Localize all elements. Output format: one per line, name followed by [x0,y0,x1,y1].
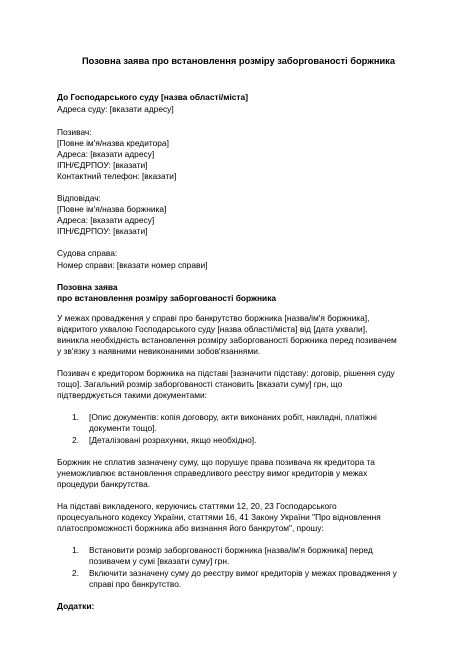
attachments-label: Додатки: [57,601,95,611]
case-number: Номер справи: [вказати номер справи] [57,260,208,270]
plaintiff-address: Адреса: [вказати адресу] [57,149,155,159]
list-item [72,568,432,592]
claim-heading-2: про встановлення розміру заборгованості боржника [57,293,277,303]
list-item-line: позивачем у сумі [вказати суму] грн. [89,556,230,566]
list-item-line: [Опис документів: копія договору, акти виконаних робіт, накладні, платіжні [89,412,377,422]
defendant-name: [Повне ім'я/назва боржника] [57,204,167,214]
list-item [72,435,432,447]
case-label: Судова справа: [57,248,118,258]
plaintiff-code: ІПН/ЄДРПОУ: [вказати] [57,160,148,170]
paragraph-line: тощо]. Загальний розмір заборгованості становить [вказати суму] грн, що [57,379,343,389]
defendant-label: Відповідач: [57,193,101,203]
list-item [72,412,432,436]
defendant-code: ІПН/ЄДРПОУ: [вказати] [57,226,148,236]
paragraph-line: На підставі викладеного, керуючись статтями 12, 20, 23 Господарського [57,501,337,511]
paragraph-line: відкритого ухвалою Господарського суду [назва області/міста] від [дата ухвали], [57,324,368,334]
list-number: 2. [72,435,79,445]
paragraph-line: процесуального кодексу України, статтями 16, 41 Закону України "Про відновлення [57,512,381,522]
paragraph-line: платоспроможності боржника або визнання його банкрутом", прошу: [57,523,324,533]
paragraph-line: процедури банкрутства. [57,479,151,489]
paragraph-line: підтверджується такими документами: [57,390,207,400]
claim-heading-1: Позовна заява [57,282,118,292]
paragraph-line: виникла необхідність встановлення розміру заборгованості боржника перед позивачем [57,335,397,345]
list-item-line: Встановити розмір заборгованості боржника [назва/ім'я боржника] перед [89,545,373,555]
plaintiff-name: [Повне ім'я/назва кредитора] [57,138,169,148]
paragraph-line: У межах провадження у справі про банкрутство боржника [назва/ім'я боржника], [57,313,370,323]
list-item [72,545,432,569]
list-item-line: документи тощо]. [89,423,157,433]
list-item-line: Включити зазначену суму до реєстру вимог кредиторів у межах провадження у [89,568,397,578]
paragraph-line: у зв'язку з наявними невиконаними зобов'язаннями. [57,346,261,356]
plaintiff-label: Позивач: [57,127,92,137]
paragraph-line: Позивач є кредитором боржника на підставі [зазначити підставу: договір, рішення суду [57,368,395,378]
list-number: 1. [72,412,79,422]
list-item-line: [Деталізовані розрахунки, якщо необхідно]. [89,435,257,445]
list-number: 1. [72,545,79,555]
paragraph-line: унеможливлює встановлення справедливого реєстру вимог кредиторів у межах [57,468,368,478]
list-number: 2. [72,568,79,578]
paragraph-line: Боржник не сплатив зазначену суму, що порушує права позивача як кредитора та [57,457,375,467]
court-address: Адреса суду: [вказати адресу] [57,104,174,114]
list-item-line: справі про банкрутство. [89,579,182,589]
court-heading: До Господарського суду [назва області/міста] [57,92,248,102]
document-title: Позовна заява про встановлення розміру заборгованості боржника [82,56,395,66]
defendant-address: Адреса: [вказати адресу] [57,215,155,225]
plaintiff-phone: Контактний телефон: [вказати] [57,171,177,181]
